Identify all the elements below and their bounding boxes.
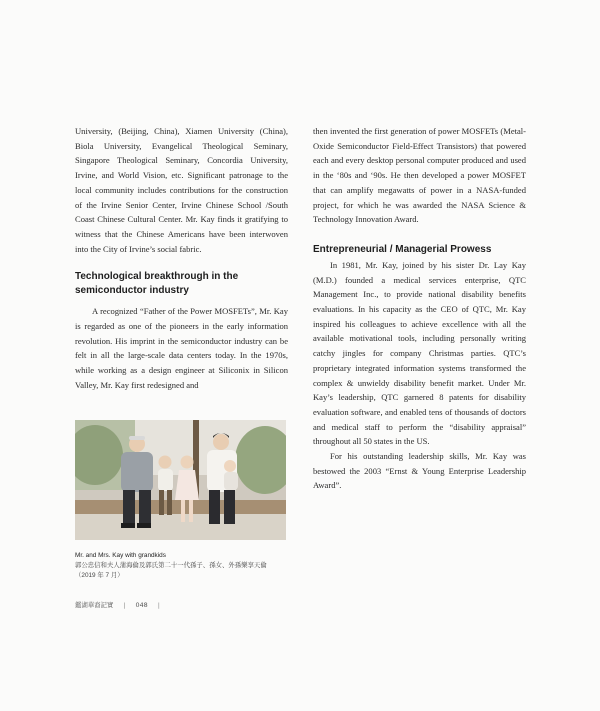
mosfet-paragraph: then invented the first generation of power MOSFETs (Metal-Oxide Semiconductor Field-Effect Transistors) that powered each and every desktop personal computer produced and used in the ‘80s and ‘90s. He then developed a power MOSFET that can amplify megawatts of power in a NASA-funded project, for which he was awarded the NASA Science & Technology Innovation Award. xyxy=(313,126,526,225)
page-footer xyxy=(75,600,160,609)
family-photo xyxy=(75,420,286,540)
footer-page-number: 048 xyxy=(135,600,148,609)
right-column xyxy=(313,124,526,493)
photo-caption-chinese: 郭公忠信和夫人蒲海倫及郭氏第二十一代孫子、孫女、外孫樂享天倫 xyxy=(75,562,267,569)
intro-paragraph: University, (Beijing, China), Xiamen University (China), Biola University, Evangelical Theological Seminary, Singapore Theological Seminary, Concordia University, Irvine, and World Vision, etc. Significant patronage to the local community includes contributions for the construction of the Irvine Senior Center, Irvine Chinese School /South Coast Chinese Cultural Center. Mr. Kay finds it gratifying to witness that the Chinese Americans have been interwoven into the City of Irvine’s social fabric. xyxy=(75,126,288,254)
section-heading-entrepreneurial: Entrepreneurial / Managerial Prowess xyxy=(313,243,492,255)
left-column xyxy=(75,124,288,393)
footer-divider-end: | xyxy=(157,600,160,609)
photo-caption-english: Mr. and Mrs. Kay with grandkids xyxy=(75,552,166,559)
qtc-paragraph: In 1981, Mr. Kay, joined by his sister Dr. Lay Kay (M.D.) founded a medical services enterprise, QTC Management Inc., to provide national disability benefits evaluations. In his capacity as the CEO of QTC, Mr. Kay inspired his colleagues to achieve excellence with all the available motivational tools, including personally writing catchy jingles for company Christmas parties. QTC’s proprietary integrated information systems transformed the complex & unwieldy disability benefit market. Under Mr. Kay’s leadership, QTC garnered 8 patents for disability evaluation software, and enabled tens of thousands of doctors and medical staff to perform the “disability appraisal” throughout all 50 states in the US. xyxy=(313,259,526,447)
footer-divider: | xyxy=(123,600,126,609)
photo-caption-date: （2019 年 7 月） xyxy=(75,572,124,579)
photo-caption xyxy=(75,551,315,581)
award-paragraph: For his outstanding leadership skills, Mr. Kay was bestowed the 2003 “Ernst & Young Enterprise Leadership Award”. xyxy=(313,451,526,491)
section-heading-technology: Technological breakthrough in the semiconductor industry xyxy=(75,271,239,297)
footer-book-title: 鑑湖華裔記實 xyxy=(75,601,114,609)
technology-paragraph: A recognized “Father of the Power MOSFETs”, Mr. Kay is regarded as one of the pioneers in the early information revolution. His imprint in the semiconductor industry can be felt in all the large-scale data centers today. In the 1970s, while working as a design engineer at Siliconix in Silicon Valley, Mr. Kay first redesigned and xyxy=(75,306,288,390)
